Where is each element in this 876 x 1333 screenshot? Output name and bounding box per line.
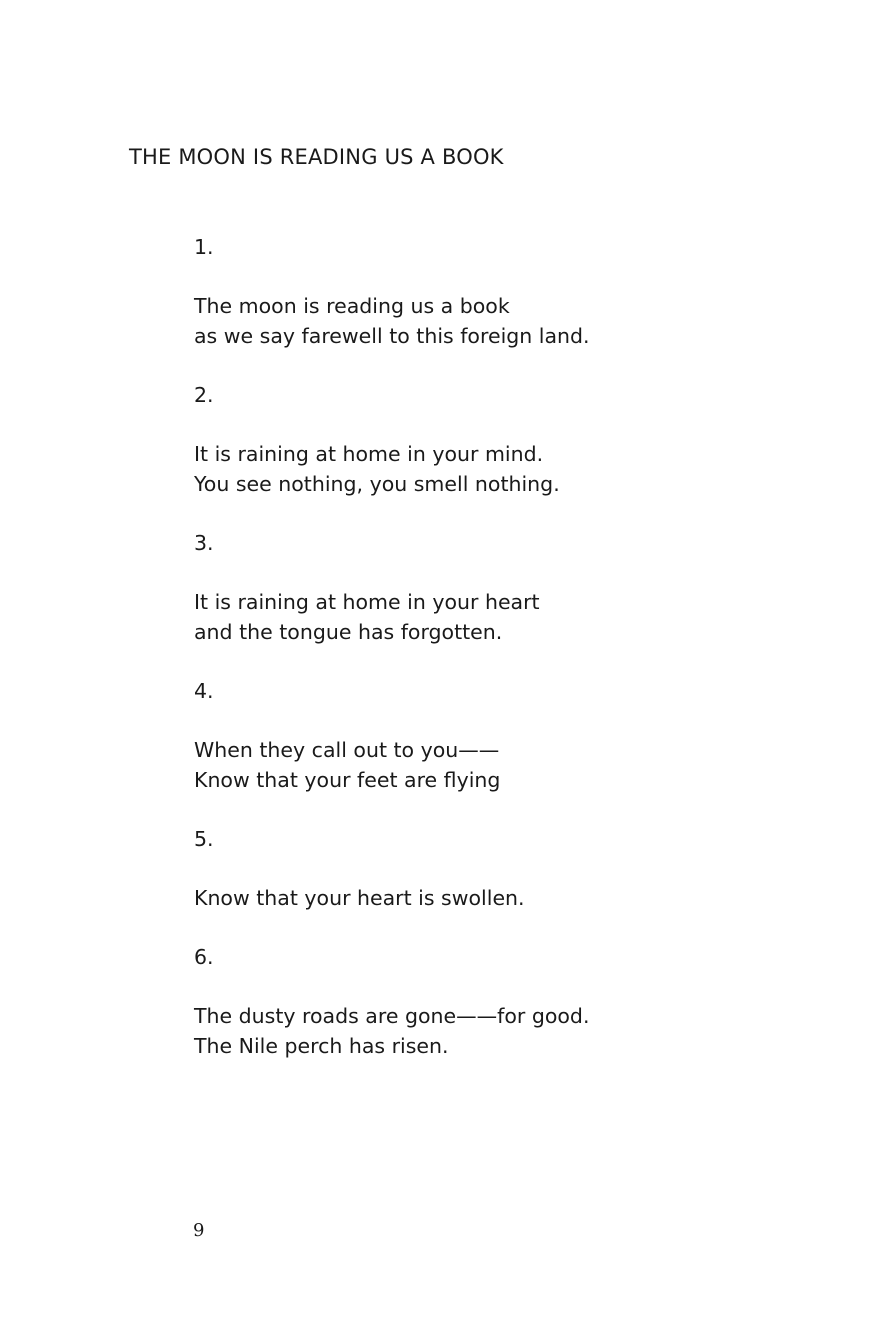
verse-line: as we say farewell to this foreign land. xyxy=(194,324,590,348)
stanza xyxy=(194,291,794,351)
poem-body xyxy=(194,232,794,1090)
section-number: 2. xyxy=(194,383,214,407)
section-number: 3. xyxy=(194,531,214,555)
verse-line: It is raining at home in your heart xyxy=(194,590,540,614)
stanza xyxy=(194,883,794,913)
section-number: 6. xyxy=(194,945,214,969)
stanza xyxy=(194,587,794,647)
section-number: 1. xyxy=(194,235,214,259)
page-number: 9 xyxy=(193,1220,205,1241)
stanza xyxy=(194,735,794,795)
verse-line: and the tongue has forgotten. xyxy=(194,620,503,644)
section-number: 4. xyxy=(194,679,214,703)
verse-line: Know that your feet are flying xyxy=(194,768,501,792)
verse-line: It is raining at home in your mind. xyxy=(194,442,544,466)
stanza xyxy=(194,1001,794,1061)
verse-line: The moon is reading us a book xyxy=(194,294,510,318)
verse-line: When they call out to you—— xyxy=(194,738,500,762)
stanza xyxy=(194,439,794,499)
section-number: 5. xyxy=(194,827,214,851)
verse-line: The Nile perch has risen. xyxy=(194,1034,449,1058)
verse-line: Know that your heart is swollen. xyxy=(194,886,525,910)
page-title: THE MOON IS READING US A BOOK xyxy=(129,145,504,169)
verse-line: The dusty roads are gone——for good. xyxy=(194,1004,590,1028)
verse-line: You see nothing, you smell nothing. xyxy=(194,472,560,496)
